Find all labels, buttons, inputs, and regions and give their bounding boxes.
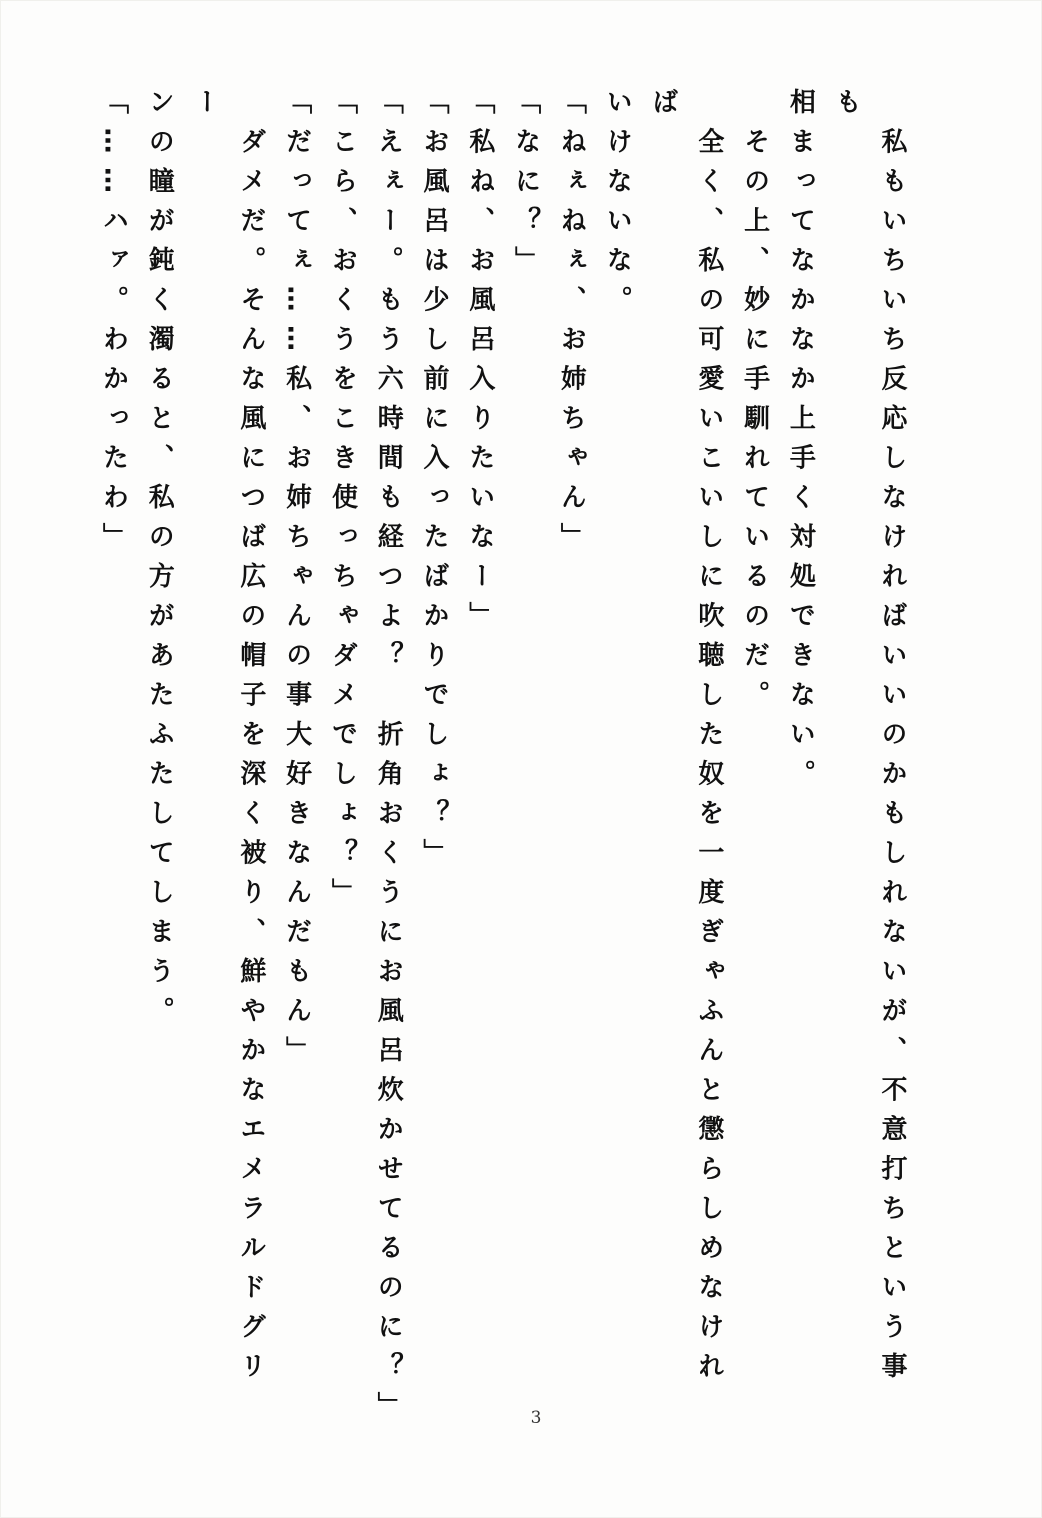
text-line-11: 「こら、おくうをこき使っちゃダメでしょ？」: [327, 88, 358, 918]
text-line-7: 「なに？」: [510, 88, 541, 286]
text-line-4: 全く、私の可愛いこいしに吹聴した奴を一度ぎゃふんと懲らしめなければ: [648, 88, 724, 1392]
text-line-10: 「えぇー。もう六時間も経つよ？ 折角おくうにお風呂炊かせてるのに？」: [373, 88, 404, 1431]
page-number: 3: [530, 1408, 542, 1428]
text-line-6: 「ねぇねぇ、お姉ちゃん」: [556, 88, 587, 562]
text-line-5: いけないな。: [602, 88, 633, 325]
text-line-13: ダメだ。そんな風につば広の帽子を深く被り、鮮やかなエメラルドグリー: [190, 88, 266, 1392]
text-line-3: その上、妙に手馴れているのだ。: [739, 88, 770, 720]
vertical-text-body: [90, 88, 914, 1431]
text-line-8: 「私ね、お風呂入りたいなー」: [464, 88, 495, 641]
text-line-15: 「……ハァ。わかったわ」: [98, 88, 129, 562]
text-line-1: 私もいちいち反応しなければいいのかもしれないが、不意打ちという事も: [831, 88, 907, 1392]
text-line-9: 「お風呂は少し前に入ったばかりでしょ？」: [419, 88, 450, 878]
text-line-2: 相まってなかなか上手く対処できない。: [785, 88, 816, 799]
text-line-14: ンの瞳が鈍く濁ると、私の方があたふたしてしまう。: [144, 88, 175, 1036]
text-line-12: 「だってぇ……私、お姉ちゃんの事大好きなんだもん」: [281, 88, 312, 1076]
